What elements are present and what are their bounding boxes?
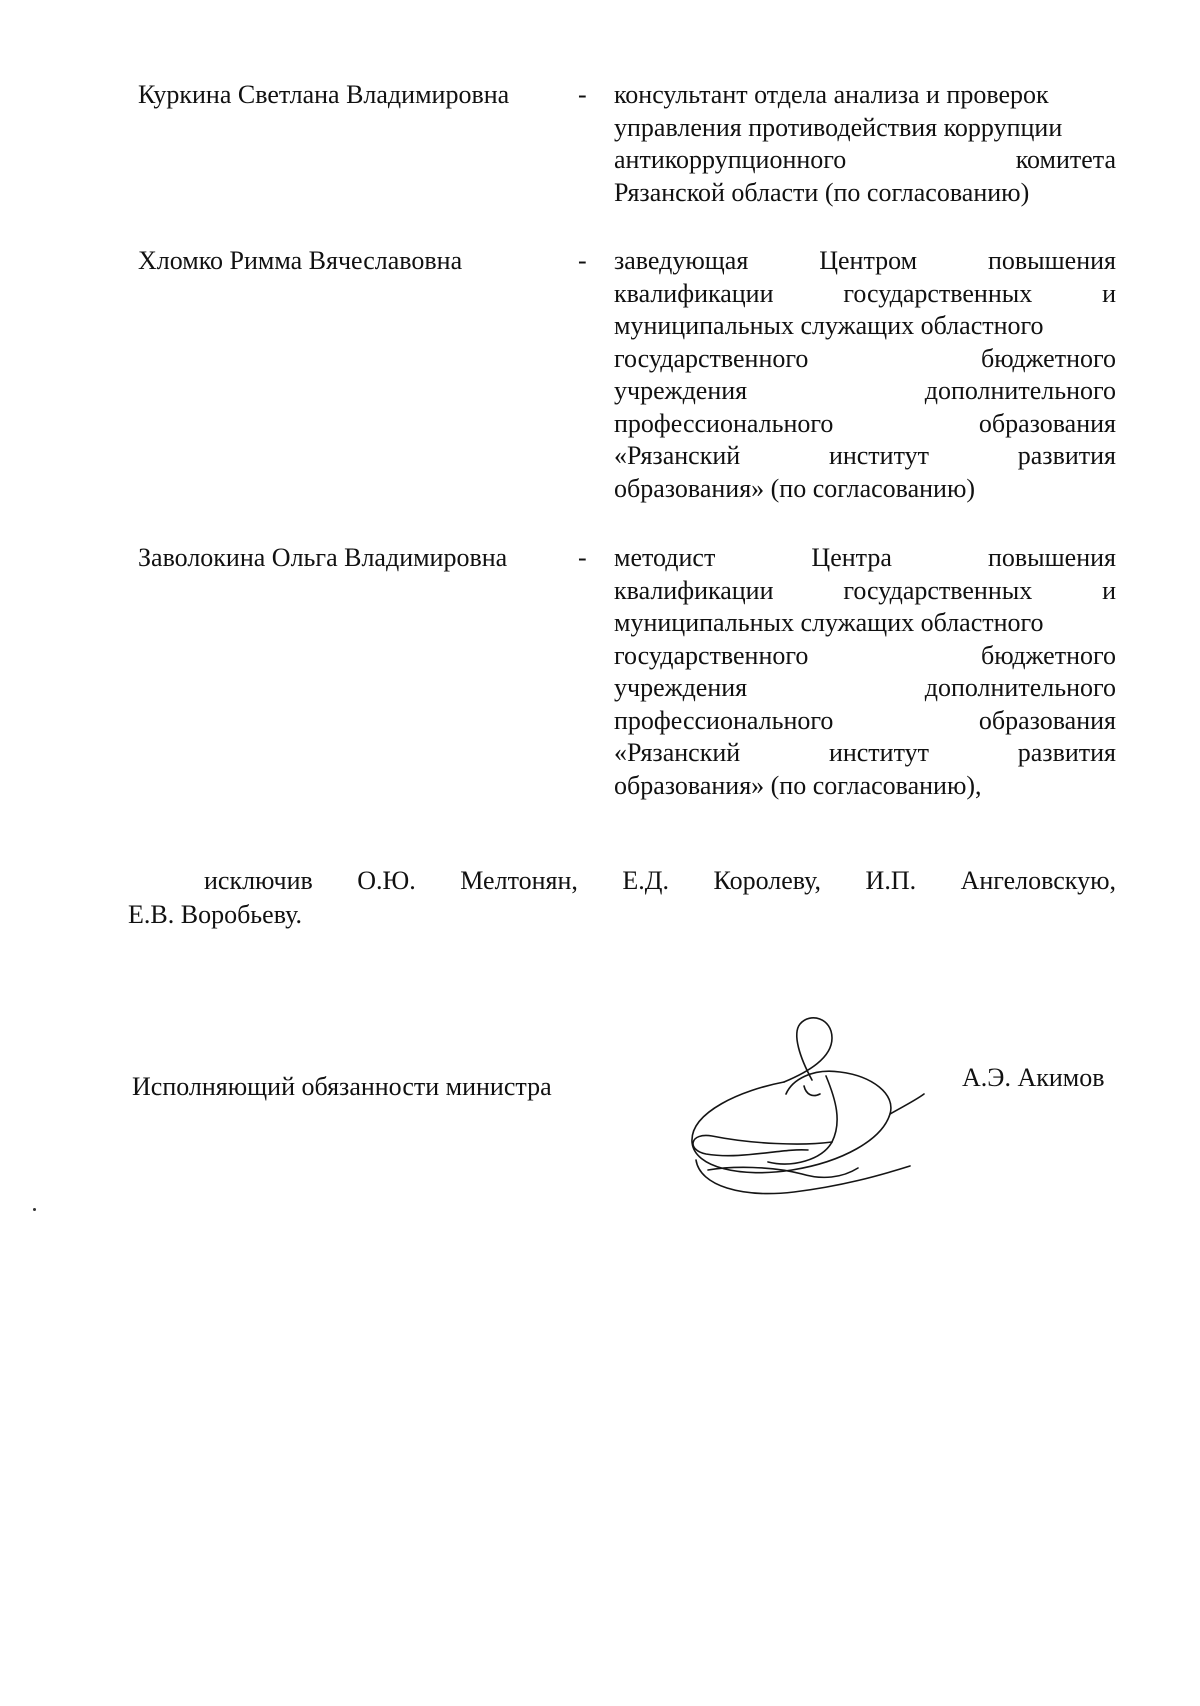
- role-line: муниципальных служащих областного: [614, 608, 1044, 637]
- exclusion-paragraph: [128, 864, 1116, 932]
- handwritten-signature: [672, 1010, 932, 1200]
- role-line: управления противодействия коррупции: [614, 112, 1063, 142]
- exclusion-line: Е.В. Воробьеву.: [128, 900, 302, 929]
- member-name: Куркина Светлана Владимировна: [138, 80, 510, 109]
- member-role: [614, 79, 1116, 209]
- role-line: государственного бюджетного: [614, 343, 1116, 373]
- member-dash: -: [578, 246, 587, 275]
- role-line: антикоррупционного комитета: [614, 145, 1116, 174]
- role-line: квалификации государственных и: [614, 575, 1116, 605]
- member-dash: -: [578, 543, 587, 572]
- role-line: квалификации государственных и: [614, 278, 1116, 308]
- role-line: образования» (по согласованию),: [614, 770, 982, 800]
- role-line: государственного бюджетного: [614, 640, 1116, 670]
- role-line: учреждения дополнительного: [614, 376, 1116, 405]
- role-line: консультант отдела анализа и проверок: [614, 80, 1049, 109]
- member-role: [614, 542, 1116, 802]
- member-name: Заволокина Ольга Владимировна: [138, 543, 508, 572]
- role-line: образования» (по согласованию): [614, 473, 976, 503]
- role-line: профессионального образования: [614, 408, 1116, 438]
- role-line: методист Центра повышения: [614, 543, 1116, 572]
- role-line: заведующая Центром повышения: [614, 246, 1116, 275]
- role-line: муниципальных служащих областного: [614, 311, 1044, 340]
- exclusion-line: исключив О.Ю. Мелтонян, Е.Д. Королеву, И.П. Ангеловскую,: [204, 866, 1116, 895]
- role-line: «Рязанский институт развития: [614, 441, 1116, 470]
- signer-name: А.Э. Акимов: [962, 1063, 1105, 1092]
- role-line: профессионального образования: [614, 705, 1116, 735]
- role-line: Рязанской области (по согласованию): [614, 177, 1030, 207]
- role-line: учреждения дополнительного: [614, 673, 1116, 702]
- member-name: Хломко Римма Вячеславовна: [138, 246, 463, 275]
- role-line: «Рязанский институт развития: [614, 738, 1116, 767]
- member-role: [614, 245, 1116, 505]
- signature-position-title: Исполняющий обязанности министра: [132, 1072, 552, 1101]
- scan-speck: [33, 1208, 36, 1211]
- member-dash: -: [578, 80, 587, 109]
